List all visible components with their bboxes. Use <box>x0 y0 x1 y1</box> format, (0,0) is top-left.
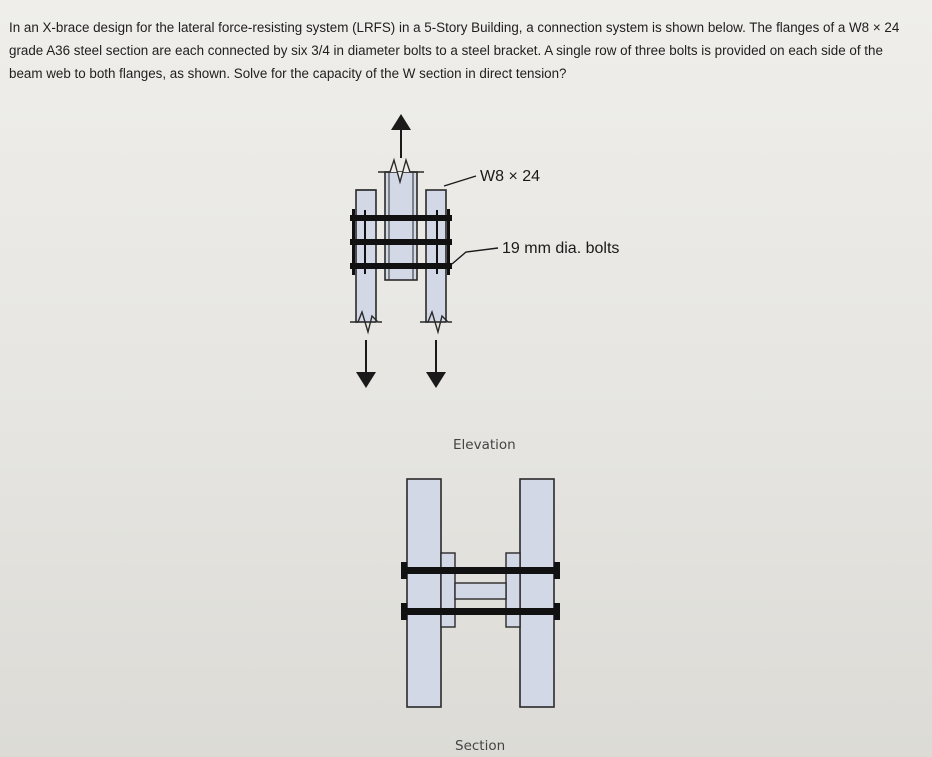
section-left-plate <box>407 479 441 707</box>
elevation-bolts <box>350 209 452 275</box>
bolt-label-leader <box>452 248 498 264</box>
section-caption: Section <box>455 738 506 754</box>
question-line-2: grade A36 steel section are each connected by six 3/4 in diameter bolts to a steel bracket. A single row of three bolts is provided on each side of the <box>9 43 883 58</box>
elevation-caption: Elevation <box>453 437 516 453</box>
question-line-3: beam web to both flanges, as shown. Solve for the capacity of the W section in direct tension? <box>9 66 567 81</box>
section-label: W8 × 24 <box>480 168 541 185</box>
section-label-leader <box>444 176 476 186</box>
section-view <box>401 479 560 754</box>
section-bolt-bottom <box>401 608 560 615</box>
section-right-plate <box>520 479 554 707</box>
bolt-label: 19 mm dia. bolts <box>502 240 620 257</box>
section-bolt-top <box>401 567 560 574</box>
elevation-view <box>350 122 619 453</box>
section-w-shape <box>441 553 520 627</box>
question-line-1: In an X-brace design for the lateral force-resisting system (LRFS) in a 5-Story Building, a connection system is shown below. The flanges of a W8 × 24 <box>9 20 900 35</box>
